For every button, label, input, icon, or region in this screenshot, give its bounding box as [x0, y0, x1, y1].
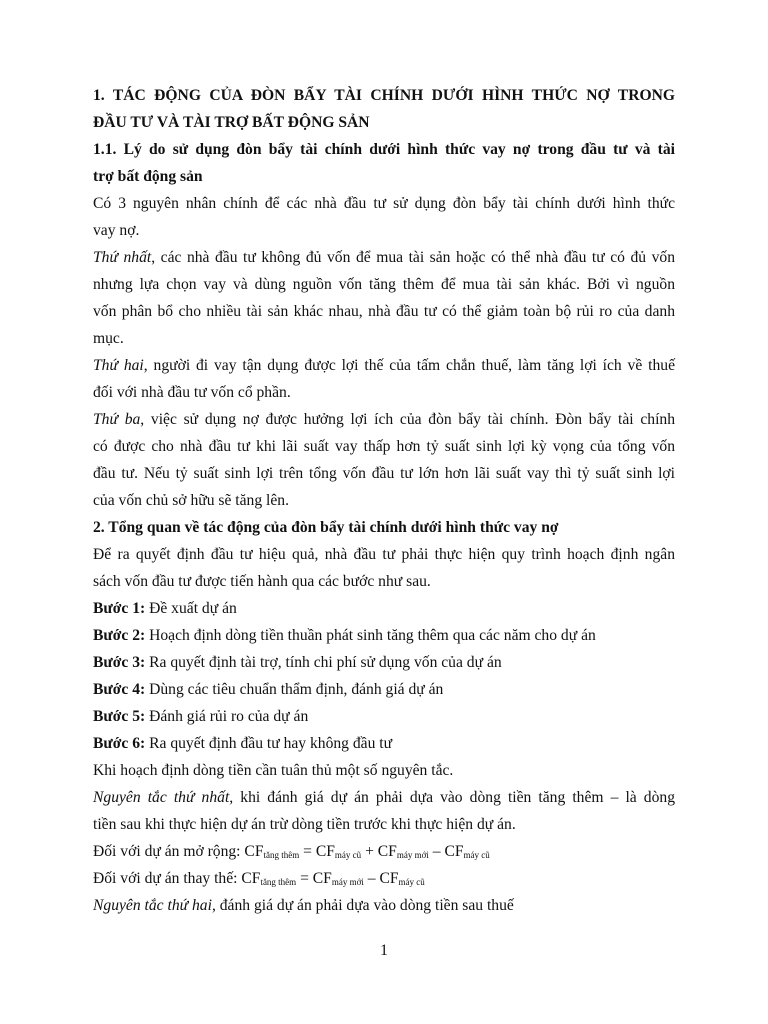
formula-1-prefix: Đối với dự án mở rộng: CF	[93, 843, 264, 860]
heading-1-1-line-2: trợ bất động sản	[93, 168, 203, 185]
formula-2-sub-2: máy mới	[331, 877, 364, 887]
reason-2-line-1	[93, 352, 675, 379]
step-3-text: Ra quyết định tài trợ, tính chi phí sử dụng vốn của dự án	[145, 654, 502, 671]
formula-replacement	[93, 865, 675, 892]
heading-1-line-2: ĐẦU TƯ VÀ TÀI TRỢ BẤT ĐỘNG SẢN	[93, 114, 370, 131]
step-6-label: Bước 6:	[93, 735, 146, 752]
document-body	[93, 82, 675, 919]
reason-3-line-2: có được cho nhà đầu tư khi lãi suất vay thấp hơn tỷ suất sinh lợi kỳ vọng của tổng vốn	[93, 438, 675, 455]
step-1-label: Bước 1:	[93, 600, 146, 617]
step-5	[93, 703, 675, 730]
reason-1-lead: Thứ nhất	[93, 249, 152, 266]
intro-line-2: vay nợ.	[93, 222, 140, 239]
formula-1-mid-2: + CF	[361, 843, 397, 860]
formula-2-mid-1: = CF	[296, 870, 332, 887]
reason-3-text: , việc sử dụng nợ được hưởng lợi ích của đòn bẩy tài chính. Đòn bẩy tài chính	[140, 411, 675, 428]
formula-2-sub-1: tăng thêm	[260, 877, 297, 887]
heading-1-1-line-1: 1.1. Lý do sử dụng đòn bẩy tài chính dưới hình thức vay nợ trong đầu tư và tài	[93, 141, 675, 158]
process-line-2: sách vốn đầu tư được tiến hành qua các bước như sau.	[93, 573, 431, 590]
principle-1-line-2: tiền sau khi thực hiện dự án trừ dòng tiền trước khi thực hiện dự án.	[93, 816, 516, 833]
intro-line-1: Có 3 nguyên nhân chính để các nhà đầu tư sử dụng đòn bẩy tài chính dưới hình thức	[93, 195, 675, 212]
step-3-label: Bước 3:	[93, 654, 146, 671]
heading-2: 2. Tổng quan về tác động của đòn bẩy tài chính dưới hình thức vay nợ	[93, 519, 559, 536]
process-line-1: Để ra quyết định đầu tư hiệu quả, nhà đầu tư phải thực hiện quy trình hoạch định ngân	[93, 546, 675, 563]
principle-2-text: , đánh giá dự án phải dựa vào dòng tiền sau thuế	[211, 897, 514, 914]
formula-2-mid-2: – CF	[363, 870, 399, 887]
heading-1-line-1: 1. TÁC ĐỘNG CỦA ĐÒN BẨY TÀI CHÍNH DƯỚI HÌNH THỨC NỢ TRONG	[93, 87, 675, 104]
reason-3-line-1	[93, 406, 675, 433]
reason-1-line-2: nhưng lựa chọn vay và dùng nguồn vốn tăng thêm để mua tài sản khác. Bởi vì nguồn	[93, 276, 675, 293]
principle-1-lead: Nguyên tắc thứ nhất,	[93, 789, 234, 806]
formula-1-sub-3: máy mới	[396, 850, 429, 860]
step-4-label: Bước 4:	[93, 681, 146, 698]
reason-1-line-1	[93, 244, 675, 271]
principle-1-text: khi đánh giá dự án phải dựa vào dòng tiền tăng thêm – là dòng	[233, 789, 675, 806]
reason-1-line-3: vốn phân bổ cho nhiều tài sản khác nhau, nhà đầu tư có thể giảm toàn bộ rủi ro của danh	[93, 303, 675, 320]
principle-1-line-1	[93, 784, 675, 811]
formula-1-sub-2: máy cũ	[334, 850, 362, 860]
principles-intro: Khi hoạch định dòng tiền cần tuân thủ một số nguyên tắc.	[93, 762, 454, 779]
formula-1-mid-1: = CF	[299, 843, 335, 860]
principle-2-lead: Nguyên tắc thứ hai	[93, 897, 212, 914]
reason-2-lead: Thứ hai	[93, 357, 144, 374]
reason-3-line-3: đầu tư. Nếu tỷ suất sinh lợi trên tổng vốn đầu tư lớn hơn lãi suất vay thì tỷ suất sinh lợi	[93, 465, 675, 482]
reason-3-lead: Thứ ba	[93, 411, 141, 428]
step-1	[93, 595, 675, 622]
step-1-text: Đề xuất dự án	[145, 600, 237, 617]
reason-3-line-4: của vốn chủ sở hữu sẽ tăng lên.	[93, 492, 289, 509]
principle-2-line-1	[93, 892, 675, 919]
formula-1-mid-3: – CF	[428, 843, 464, 860]
step-6	[93, 730, 675, 757]
formula-expansion	[93, 838, 675, 865]
step-2-text: Hoạch định dòng tiền thuần phát sinh tăng thêm qua các năm cho dự án	[145, 627, 596, 644]
step-4	[93, 676, 675, 703]
step-3	[93, 649, 675, 676]
reason-1-text: , các nhà đầu tư không đủ vốn để mua tài sản hoặc có thể nhà đầu tư có đủ vốn	[151, 249, 675, 266]
step-2	[93, 622, 675, 649]
step-5-text: Đánh giá rủi ro của dự án	[145, 708, 309, 725]
reason-1-line-4: mục.	[93, 330, 124, 347]
formula-1-sub-4: máy cũ	[463, 850, 490, 860]
formula-1-sub-1: tăng thêm	[263, 850, 300, 860]
formula-2-prefix: Đối với dự án thay thế: CF	[93, 870, 261, 887]
page-number: 1	[380, 942, 388, 959]
reason-2-text: , người đi vay tận dụng được lợi thế của tấm chắn thuế, làm tăng lợi ích về thuế	[143, 357, 675, 374]
step-4-text: Dùng các tiêu chuẩn thẩm định, đánh giá dự án	[145, 681, 444, 698]
reason-2-line-2: đối với nhà đầu tư vốn cổ phần.	[93, 384, 291, 401]
step-2-label: Bước 2:	[93, 627, 146, 644]
step-6-text: Ra quyết định đầu tư hay không đầu tư	[145, 735, 393, 752]
step-5-label: Bước 5:	[93, 708, 146, 725]
formula-2-sub-3: máy cũ	[398, 877, 425, 887]
